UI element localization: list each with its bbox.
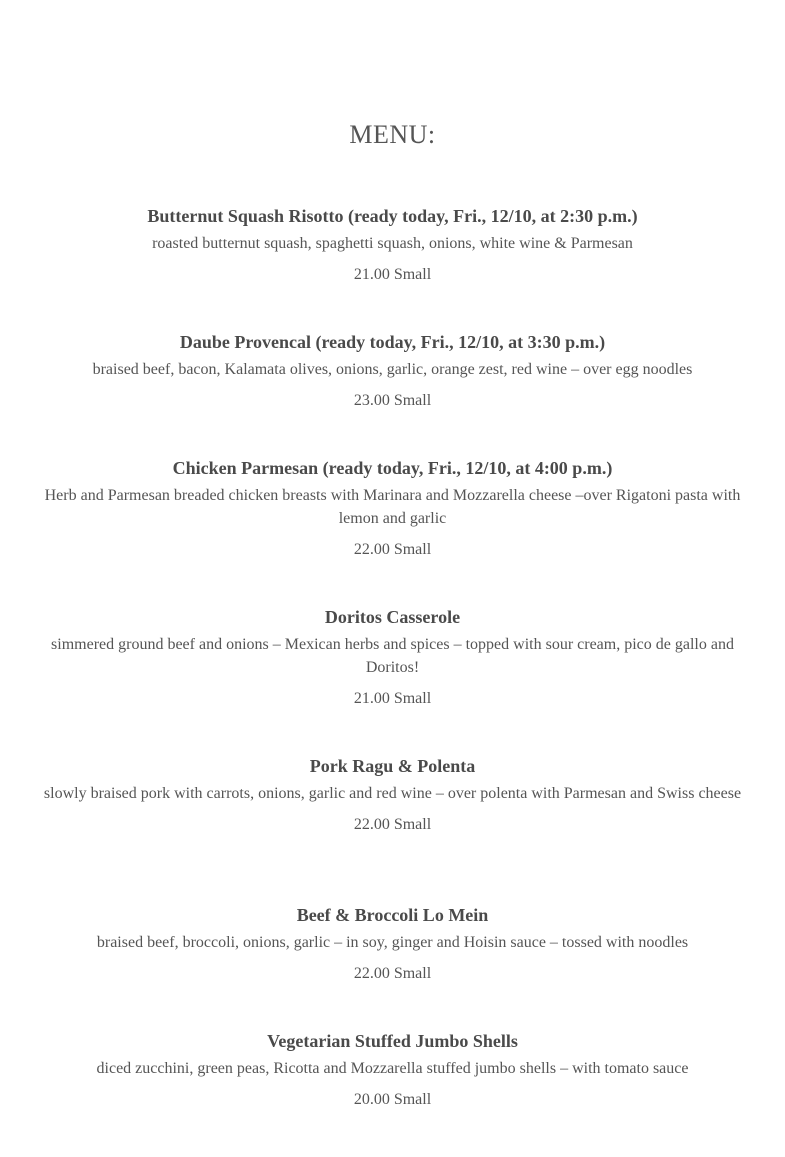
menu-item-price: 23.00 Small <box>353 392 432 409</box>
menu-item-price: 20.00 Small <box>353 1091 432 1108</box>
menu-item-list <box>30 203 755 1154</box>
menu-item-description: diced zucchini, green peas, Ricotta and Mozzarella stuffed jumbo shells – with tomato sauce <box>96 1060 689 1077</box>
menu-item-price: 22.00 Small <box>353 816 432 833</box>
menu-item-price: 21.00 Small <box>353 690 432 707</box>
menu-item-name: Pork Ragu & Polenta <box>309 756 476 776</box>
menu-item-name: Daube Provencal (ready today, Fri., 12/10, at 3:30 p.m.) <box>179 332 606 352</box>
menu-item-name: Chicken Parmesan (ready today, Fri., 12/10, at 4:00 p.m.) <box>172 458 613 478</box>
menu-item <box>30 753 755 902</box>
menu-item-description: slowly braised pork with carrots, onions, garlic and red wine – over polenta with Parmesan and Swiss cheese <box>43 785 742 802</box>
menu-item <box>30 902 755 1028</box>
menu-item <box>30 1028 755 1154</box>
menu-item-price: 21.00 Small <box>353 266 432 283</box>
menu-item-price: 22.00 Small <box>353 541 432 558</box>
menu-item <box>30 604 755 753</box>
menu-item-description: Herb and Parmesan breaded chicken breasts with Marinara and Mozzarella cheese –over Rigatoni pasta with lemon and garlic <box>44 487 741 527</box>
menu-item <box>30 329 755 455</box>
menu-item-price: 22.00 Small <box>353 965 432 982</box>
menu-item-name: Vegetarian Stuffed Jumbo Shells <box>267 1031 518 1051</box>
menu-item-description: simmered ground beef and onions – Mexican herbs and spices – topped with sour cream, pico de gallo and Doritos! <box>51 636 734 676</box>
menu-title: MENU: <box>349 120 436 149</box>
menu-item-name: Doritos Casserole <box>324 607 461 627</box>
menu-item-name: Beef & Broccoli Lo Mein <box>296 905 489 925</box>
menu-item <box>30 203 755 329</box>
menu-item-name: Butternut Squash Risotto (ready today, Fri., 12/10, at 2:30 p.m.) <box>147 206 638 226</box>
menu-item <box>30 455 755 604</box>
menu-item-description: braised beef, broccoli, onions, garlic – in soy, ginger and Hoisin sauce – tossed with noodles <box>96 934 689 951</box>
menu-item-description: roasted butternut squash, spaghetti squash, onions, white wine & Parmesan <box>152 235 633 252</box>
menu-item-description: braised beef, bacon, Kalamata olives, onions, garlic, orange zest, red wine – over egg noodles <box>92 361 693 378</box>
